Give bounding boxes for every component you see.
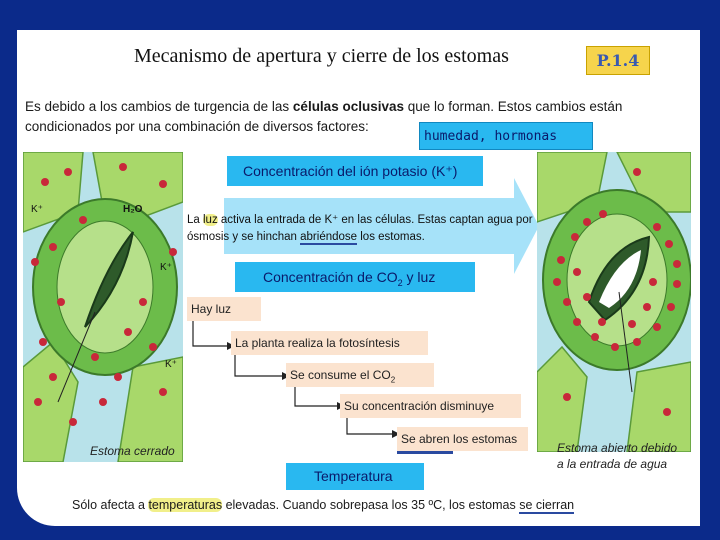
intro-paragraph — [25, 97, 695, 137]
h2o-label: H₂O — [123, 204, 143, 215]
step-3-a: Se consume el CO — [290, 368, 391, 382]
open-stoma-caption-1: Estoma abierto debido — [557, 441, 678, 455]
step-5: Se abren los estomas — [397, 427, 528, 451]
open-stoma-caption — [557, 440, 700, 472]
k-text-a: La — [187, 214, 203, 226]
intro-text-2: que lo forman. Estos cambios están condicionados por una combinación de diversos factores: — [25, 99, 623, 134]
k-label-3: K⁺ — [165, 359, 177, 370]
potassium-text — [187, 212, 537, 246]
k-text-b: activa la entrada de K⁺ en las células. Estas captan agua por ósmosis y se hinchan — [187, 214, 533, 243]
step-3 — [286, 363, 434, 387]
step-5-underline — [397, 451, 453, 454]
reference-badge: P.1.4 — [586, 46, 650, 75]
step-1: Hay luz — [187, 297, 261, 321]
step-2: La planta realiza la fotosíntesis — [231, 331, 428, 355]
temp-text-highlight: temperaturas — [148, 498, 223, 512]
intro-text-1: Es debido a los cambios de turgencia de las — [25, 99, 293, 114]
k-text-highlight: luz — [203, 214, 218, 226]
temp-text-underline: se cierran — [519, 498, 575, 512]
co2-heading-a: Concentración de CO — [263, 269, 398, 285]
co2-heading-sub: 2 — [397, 277, 403, 288]
slide — [17, 30, 700, 526]
open-stoma-figure — [537, 152, 691, 452]
intro-bold: células oclusivas — [292, 99, 404, 114]
temperature-heading: Temperatura — [286, 463, 424, 490]
temp-text-b: elevadas. Cuando sobrepasa los 35 ºC, los estomas — [222, 498, 520, 512]
k-label-1: K⁺ — [31, 204, 43, 215]
k-text-c: los estomas. — [357, 231, 425, 243]
step-4: Su concentración disminuye — [340, 394, 521, 418]
k-text-underline: abriéndose — [300, 231, 358, 243]
co2-heading-b: y luz — [402, 269, 436, 285]
k-label-2: K⁺ — [160, 262, 172, 273]
co2-heading — [235, 262, 475, 292]
factors-tag: humedad, hormonas — [419, 122, 593, 150]
temperature-text — [72, 498, 682, 512]
temp-text-a: Sólo afecta a — [72, 498, 149, 512]
open-stoma-caption-2: a la entrada de agua — [557, 457, 668, 471]
closed-stoma-figure — [23, 152, 183, 462]
potassium-heading: Concentración del ión potasio (K⁺) — [227, 156, 483, 186]
closed-stoma-caption: Estoma cerrado — [90, 444, 175, 458]
page-title: Mecanismo de apertura y cierre de los estomas — [134, 45, 509, 67]
step-3-sub: 2 — [390, 375, 396, 385]
